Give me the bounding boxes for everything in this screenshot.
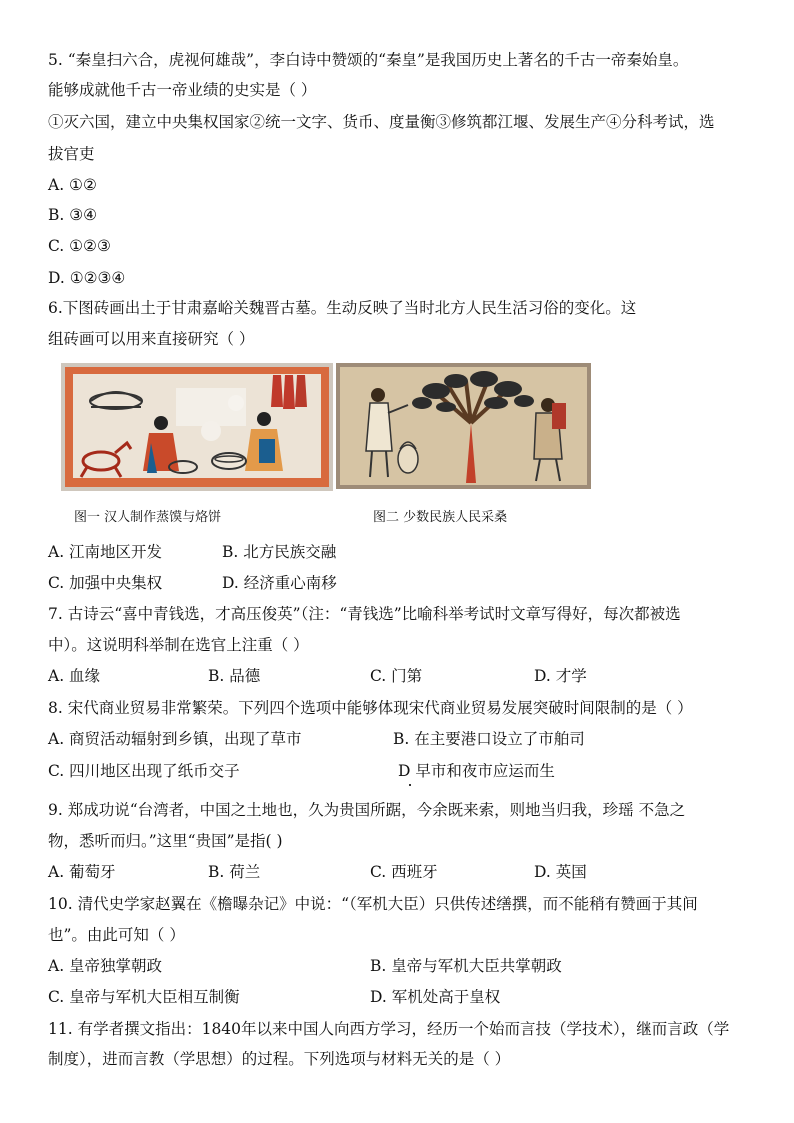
- q7-option-c: C. 门第: [370, 667, 423, 685]
- q9-stem-line-2: 物，悉听而归。”这里“贵国”是指( ): [48, 832, 283, 850]
- brick-painting-figure-2: [336, 363, 591, 489]
- q10-stem-line-2: 也”。由此可知（ ）: [48, 926, 185, 944]
- q8-stem-line-1: 8. 宋代商业贸易非常繁荣。下列四个选项中能够体现宋代商业贸易发展突破时间限制的是（ ）: [48, 699, 693, 717]
- q9-stem-line-1: 9. 郑成功说“台湾者，中国之土地也，久为贵国所踞，今余既来索，则地当归我，珍瑶 不急之: [48, 801, 686, 819]
- q8-option-b: B. 在主要港口设立了市舶司: [393, 730, 585, 748]
- q9-option-a: A. 葡萄牙: [48, 863, 116, 881]
- q10-stem-line-1: 10. 清代史学家赵翼在《檐曝杂记》中说：“（军机大臣）只供传述缮撰，而不能稍有赞画于其间: [48, 895, 698, 913]
- q7-option-a: A. 血缘: [48, 667, 101, 685]
- q7-stem-line-1: 7. 古诗云“喜中青钱选，才高压俊英”（注：“青钱选”比喻科举考试时文章写得好，每次都被选: [48, 605, 681, 623]
- q6-stem-line-1: 6.下图砖画出土于甘肃嘉峪关魏晋古墓。生动反映了当时北方人民生活习俗的变化。这: [48, 299, 637, 317]
- q9-option-c: C. 西班牙: [370, 863, 438, 881]
- q6-option-b: B. 北方民族交融: [222, 543, 337, 561]
- q9-option-b: B. 荷兰: [208, 863, 261, 881]
- stray-dot-mark: [409, 784, 411, 786]
- q6-option-d: D. 经济重心南移: [222, 574, 337, 592]
- q5-stem-line-2: 能够成就他千古一帝业绩的史实是（ ）: [48, 81, 317, 99]
- figure-2-caption: 图二 少数民族人民采桑: [373, 510, 508, 525]
- brick-painting-figure-1: [61, 363, 333, 491]
- q7-stem-line-2: 中）。这说明科举制在选官上注重（ ）: [48, 636, 309, 654]
- q11-stem-line-1: 11. 有学者撰文指出：1840年以来中国人向西方学习，经历一个始而言技（学技术），继而言政（学: [48, 1020, 730, 1038]
- q5-stem-line-1: 5. “秦皇扫六合，虎视何雄哉”，李白诗中赞颂的“秦皇”是我国历史上著名的千古一帝秦始皇。: [48, 51, 689, 69]
- q5-option-a: A. ①②: [48, 176, 97, 194]
- q9-option-d: D. 英国: [534, 863, 587, 881]
- q7-option-b: B. 品德: [208, 667, 261, 685]
- q8-option-a: A. 商贸活动辐射到乡镇，出现了草市: [48, 730, 302, 748]
- q6-option-c: C. 加强中央集权: [48, 574, 163, 592]
- figure-1-caption: 图一 汉人制作蒸馍与烙饼: [74, 510, 222, 525]
- q8-option-c: C. 四川地区出现了纸币交子: [48, 762, 240, 780]
- q5-stem-line-3: ①灭六国，建立中央集权国家②统一文字、货币、度量衡③修筑都江堰、发展生产④分科考试，选: [48, 113, 715, 131]
- q5-option-d: D. ①②③④: [48, 269, 126, 287]
- q10-option-c: C. 皇帝与军机大臣相互制衡: [48, 988, 240, 1006]
- q5-option-b: B. ③④: [48, 206, 98, 224]
- q10-option-a: A. 皇帝独掌朝政: [48, 957, 163, 975]
- q8-option-d: D 早市和夜市应运而生: [398, 762, 555, 780]
- q11-stem-line-2: 制度），进而言教（学思想）的过程。下列选项与材料无关的是（ ）: [48, 1050, 511, 1068]
- q6-stem-line-2: 组砖画可以用来直接研究（ ）: [48, 330, 255, 348]
- q6-option-a: A. 江南地区开发: [48, 543, 163, 561]
- q10-option-b: B. 皇帝与军机大臣共掌朝政: [370, 957, 562, 975]
- q7-option-d: D. 才学: [534, 667, 587, 685]
- q5-option-c: C. ①②③: [48, 237, 111, 255]
- q10-option-d: D. 军机处高于皇权: [370, 988, 501, 1006]
- q5-stem-line-4: 拔官吏: [48, 145, 95, 163]
